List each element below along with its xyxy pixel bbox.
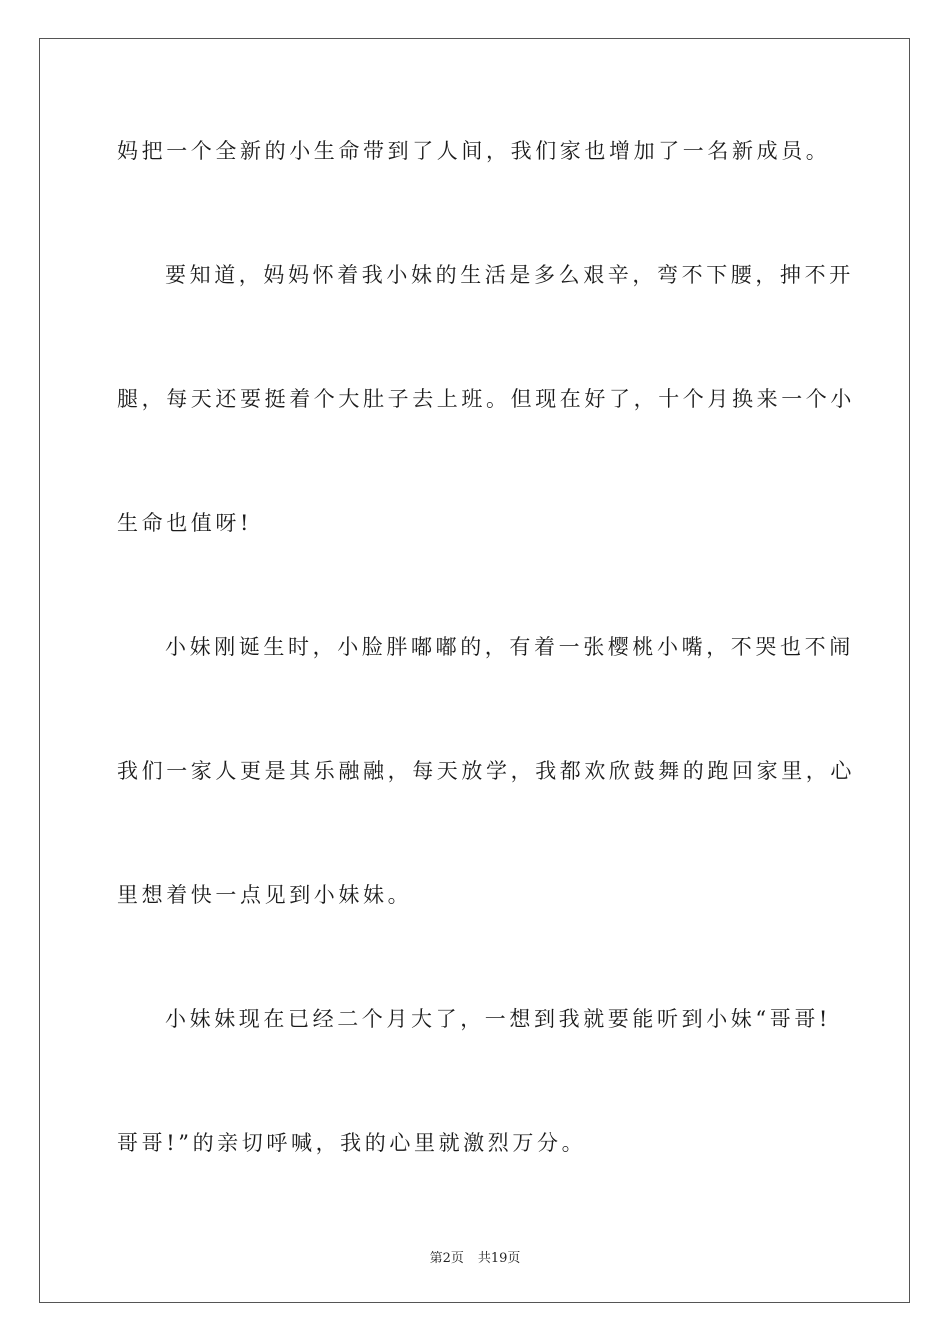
text-line-2: 要知道，妈妈怀着我小妹的生活是多么艰辛，弯不下腰，抻不开 <box>165 263 854 287</box>
page-number: 第2页 <box>429 1251 464 1266</box>
text-line-3: 腿，每天还要挺着个大肚子去上班。但现在好了，十个月换来一个小 <box>117 387 855 411</box>
text-line-1: 妈把一个全新的小生命带到了人间，我们家也增加了一名新成员。 <box>117 139 831 163</box>
text-line-4: 生命也值呀! <box>117 511 253 535</box>
page-footer <box>0 1247 950 1266</box>
text-line-5: 小妹刚诞生时，小脸胖嘟嘟的，有着一张樱桃小嘴，不哭也不闹 <box>165 635 854 659</box>
text-line-6: 我们一家人更是其乐融融，每天放学，我都欢欣鼓舞的跑回家里，心 <box>117 759 855 783</box>
text-line-7: 里想着快一点见到小妹妹。 <box>117 883 413 907</box>
text-line-9: 哥哥!”的亲切呼喊，我的心里就激烈万分。 <box>117 1131 587 1155</box>
page-total: 共19页 <box>477 1251 521 1266</box>
page-border <box>39 38 910 1303</box>
text-line-8: 小妹妹现在已经二个月大了，一想到我就要能听到小妹“哥哥! <box>165 1007 831 1031</box>
